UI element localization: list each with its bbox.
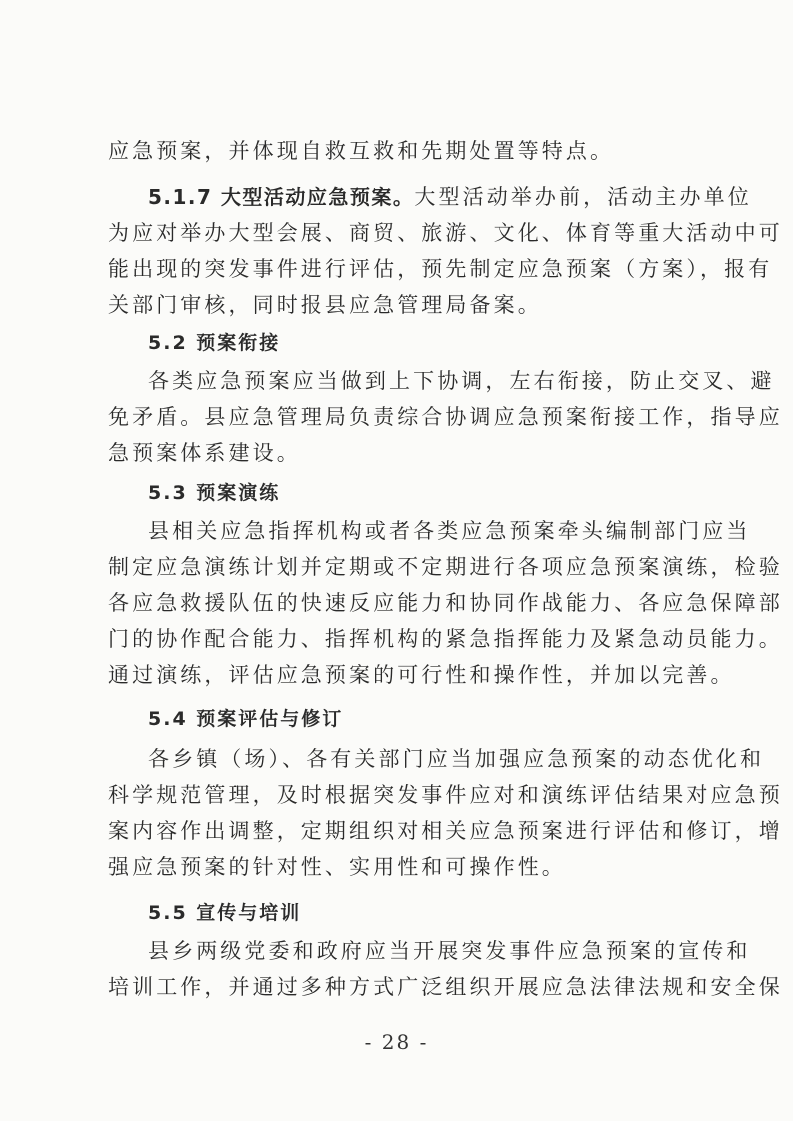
section-heading: 5.3 预案演练: [148, 482, 281, 504]
paragraph-line: 为应对举办大型会展、商贸、旅游、文化、体育等重大活动中可: [108, 221, 783, 245]
paragraph-line: 免矛盾。县应急管理局负责综合协调应急预案衔接工作，指导应: [108, 405, 783, 429]
paragraph-line: 科学规范管理，及时根据突发事件应对和演练评估结果对应急预: [108, 783, 783, 807]
paragraph-line: 各应急救援队伍的快速反应能力和协同作战能力、各应急保障部: [108, 591, 783, 615]
paragraph-line: 各类应急预案应当做到上下协调，左右衔接，防止交叉、避: [148, 369, 775, 393]
paragraph-text: 大型活动举办前，活动主办单位: [414, 185, 752, 209]
paragraph-line: 急预案体系建设。: [108, 441, 301, 465]
paragraph-line: 培训工作，并通过多种方式广泛组织开展应急法律法规和安全保: [108, 975, 783, 999]
paragraph-line: 门的协作配合能力、指挥机构的紧急指挥能力及紧急动员能力。: [108, 627, 783, 651]
paragraph-line: 能出现的突发事件进行评估，预先制定应急预案（方案），报有: [108, 257, 773, 281]
paragraph-line: 县乡两级党委和政府应当开展突发事件应急预案的宣传和: [148, 939, 751, 963]
paragraph-line: [148, 182, 752, 212]
paragraph-line: 通过演练，评估应急预案的可行性和操作性，并加以完善。: [108, 663, 735, 687]
paragraph-line: 县相关应急指挥机构或者各类应急预案牵头编制部门应当: [148, 519, 751, 543]
paragraph-line: 强应急预案的针对性、实用性和可操作性。: [108, 855, 566, 879]
paragraph-line: 各乡镇（场）、各有关部门应当加强应急预案的动态优化和: [148, 747, 765, 771]
paragraph-line: 应急预案，并体现自救互救和先期处置等特点。: [108, 139, 615, 163]
section-heading-inline: 5.1.7 大型活动应急预案。: [148, 185, 415, 209]
paragraph-line: 关部门审核，同时报县应急管理局备案。: [108, 293, 542, 317]
paragraph-line: 制定应急演练计划并定期或不定期进行各项应急预案演练，检验: [108, 555, 783, 579]
section-heading: 5.4 预案评估与修订: [148, 708, 344, 730]
section-heading: 5.2 预案衔接: [148, 332, 281, 354]
section-heading: 5.5 宣传与培训: [148, 902, 302, 924]
page-number: - 28 -: [364, 1030, 429, 1054]
paragraph-line: 案内容作出调整，定期组织对相关应急预案进行评估和修订，增: [108, 819, 783, 843]
